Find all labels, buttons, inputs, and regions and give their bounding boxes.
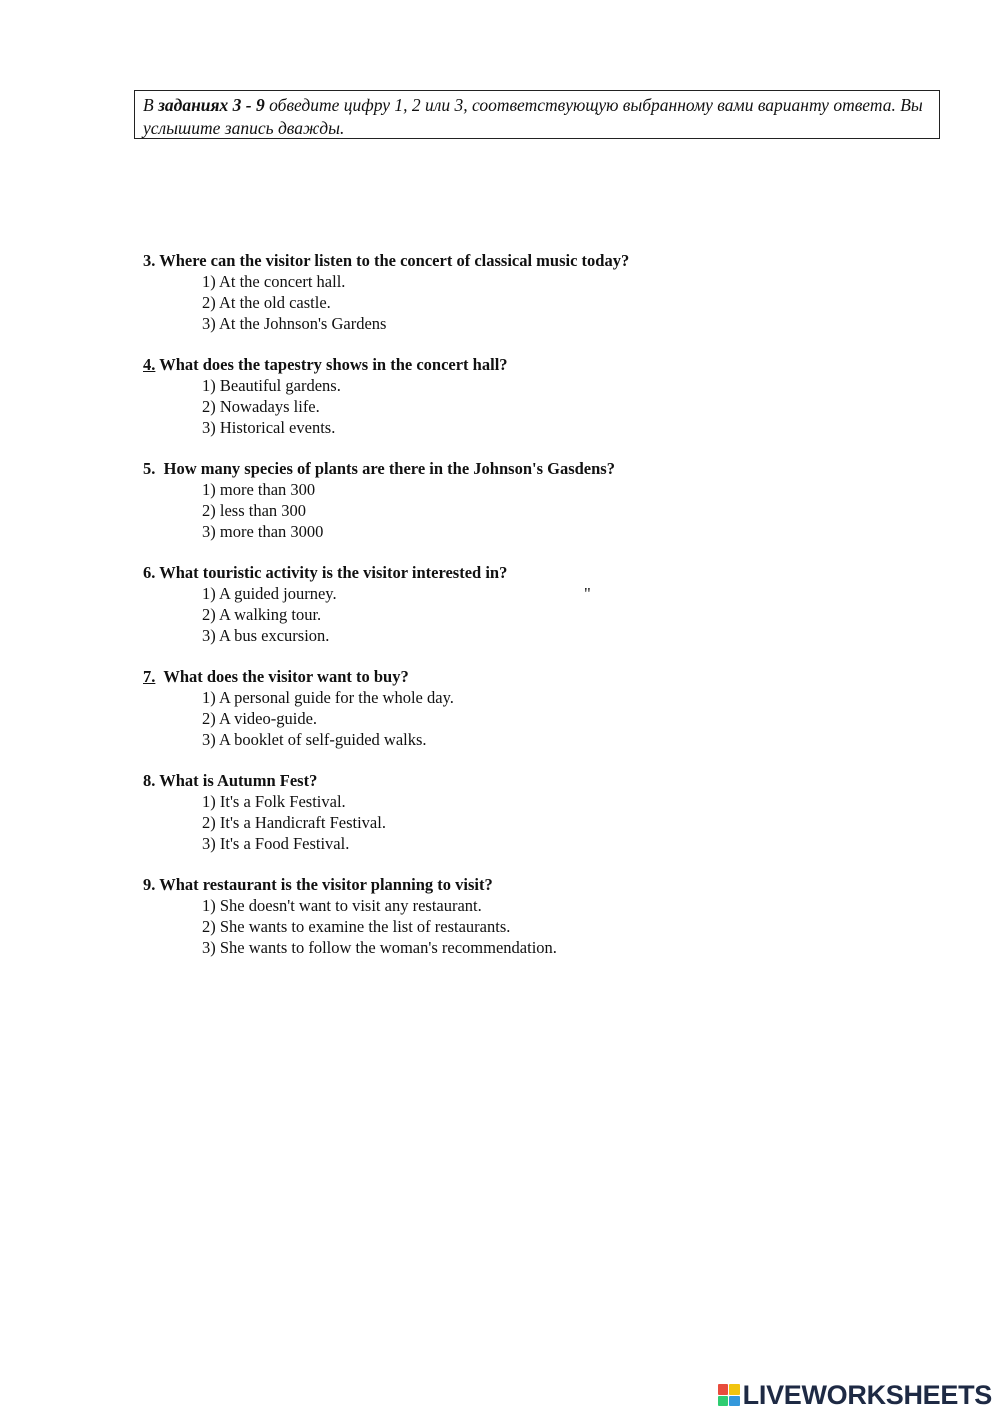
- question-number: 5.: [143, 459, 156, 478]
- instruction-box: [134, 90, 940, 139]
- option[interactable]: 3) At the Johnson's Gardens: [202, 314, 387, 333]
- option[interactable]: 2) less than 300: [202, 501, 307, 520]
- option[interactable]: 1) At the concert hall.: [202, 272, 346, 291]
- option[interactable]: 3) A bus excursion.: [202, 626, 330, 645]
- option[interactable]: 2) A walking tour.: [202, 605, 322, 624]
- question-text: Where can the visitor listen to the concert of classical music today?: [155, 251, 630, 270]
- logo-icon: [718, 1384, 740, 1406]
- logo-square: [718, 1384, 729, 1395]
- logo-square: [729, 1396, 740, 1407]
- instruction-prefix: В: [143, 95, 159, 115]
- option-list: [143, 687, 963, 750]
- option-list: [143, 271, 963, 334]
- option[interactable]: 3) It's a Food Festival.: [202, 834, 350, 853]
- question-text: What is Autumn Fest?: [155, 771, 318, 790]
- option-list: [143, 479, 963, 542]
- question-number: 4.: [143, 355, 156, 374]
- question-title: [143, 770, 963, 791]
- question-title: [143, 562, 963, 583]
- instruction-bold: заданиях 3 - 9: [158, 95, 265, 115]
- option[interactable]: 2) Nowadays life.: [202, 397, 320, 416]
- question-8: [143, 770, 963, 854]
- logo-square: [718, 1396, 729, 1407]
- option[interactable]: 2) She wants to examine the list of restaurants.: [202, 917, 511, 936]
- option[interactable]: 1) It's a Folk Festival.: [202, 792, 346, 811]
- logo-text: LIVEWORKSHEETS: [742, 1379, 992, 1410]
- question-title: [143, 458, 963, 479]
- question-title: [143, 874, 963, 895]
- option[interactable]: 3) Historical events.: [202, 418, 336, 437]
- question-4: [143, 354, 963, 438]
- question-number: 3.: [143, 251, 156, 270]
- questions-list: [143, 250, 963, 978]
- option-list: [143, 895, 963, 958]
- option[interactable]: 2) A video-guide.: [202, 709, 318, 728]
- option[interactable]: 3) She wants to follow the woman's recommendation.: [202, 938, 557, 957]
- option[interactable]: 2) It's a Handicraft Festival.: [202, 813, 386, 832]
- question-7: [143, 666, 963, 750]
- option-list: [143, 583, 963, 646]
- question-text: What does the visitor want to buy?: [155, 667, 409, 686]
- question-number: 6.: [143, 563, 156, 582]
- option[interactable]: 1) Beautiful gardens.: [202, 376, 341, 395]
- liveworksheets-logo: [718, 1379, 992, 1410]
- option-text: 1) A guided journey.: [202, 584, 337, 603]
- question-title: [143, 666, 963, 687]
- option-list: [143, 791, 963, 854]
- question-number: 7.: [143, 667, 156, 686]
- instruction-text: обведите цифру 1, 2 или 3, соответствующую выбранному вами варианту ответа. Вы услышите запись дважды.: [143, 95, 923, 138]
- question-title: [143, 250, 963, 271]
- option[interactable]: 3) A booklet of self-guided walks.: [202, 730, 427, 749]
- option[interactable]: 2) At the old castle.: [202, 293, 331, 312]
- question-text: How many species of plants are there in the Johnson's Gasdens?: [155, 459, 615, 478]
- question-number: 8.: [143, 771, 156, 790]
- question-3: [143, 250, 963, 334]
- question-title: [143, 354, 963, 375]
- option[interactable]: 1) more than 300: [202, 480, 316, 499]
- stray-quote-mark: ": [584, 584, 591, 603]
- option[interactable]: [202, 583, 963, 604]
- logo-square: [729, 1384, 740, 1395]
- question-text: What does the tapestry shows in the concert hall?: [155, 355, 508, 374]
- question-5: [143, 458, 963, 542]
- question-number: 9.: [143, 875, 156, 894]
- question-9: [143, 874, 963, 958]
- option[interactable]: 1) She doesn't want to visit any restaurant.: [202, 896, 482, 915]
- question-6: [143, 562, 963, 646]
- question-text: What touristic activity is the visitor interested in?: [155, 563, 508, 582]
- option[interactable]: 1) A personal guide for the whole day.: [202, 688, 454, 707]
- question-text: What restaurant is the visitor planning to visit?: [155, 875, 493, 894]
- option[interactable]: 3) more than 3000: [202, 522, 324, 541]
- option-list: [143, 375, 963, 438]
